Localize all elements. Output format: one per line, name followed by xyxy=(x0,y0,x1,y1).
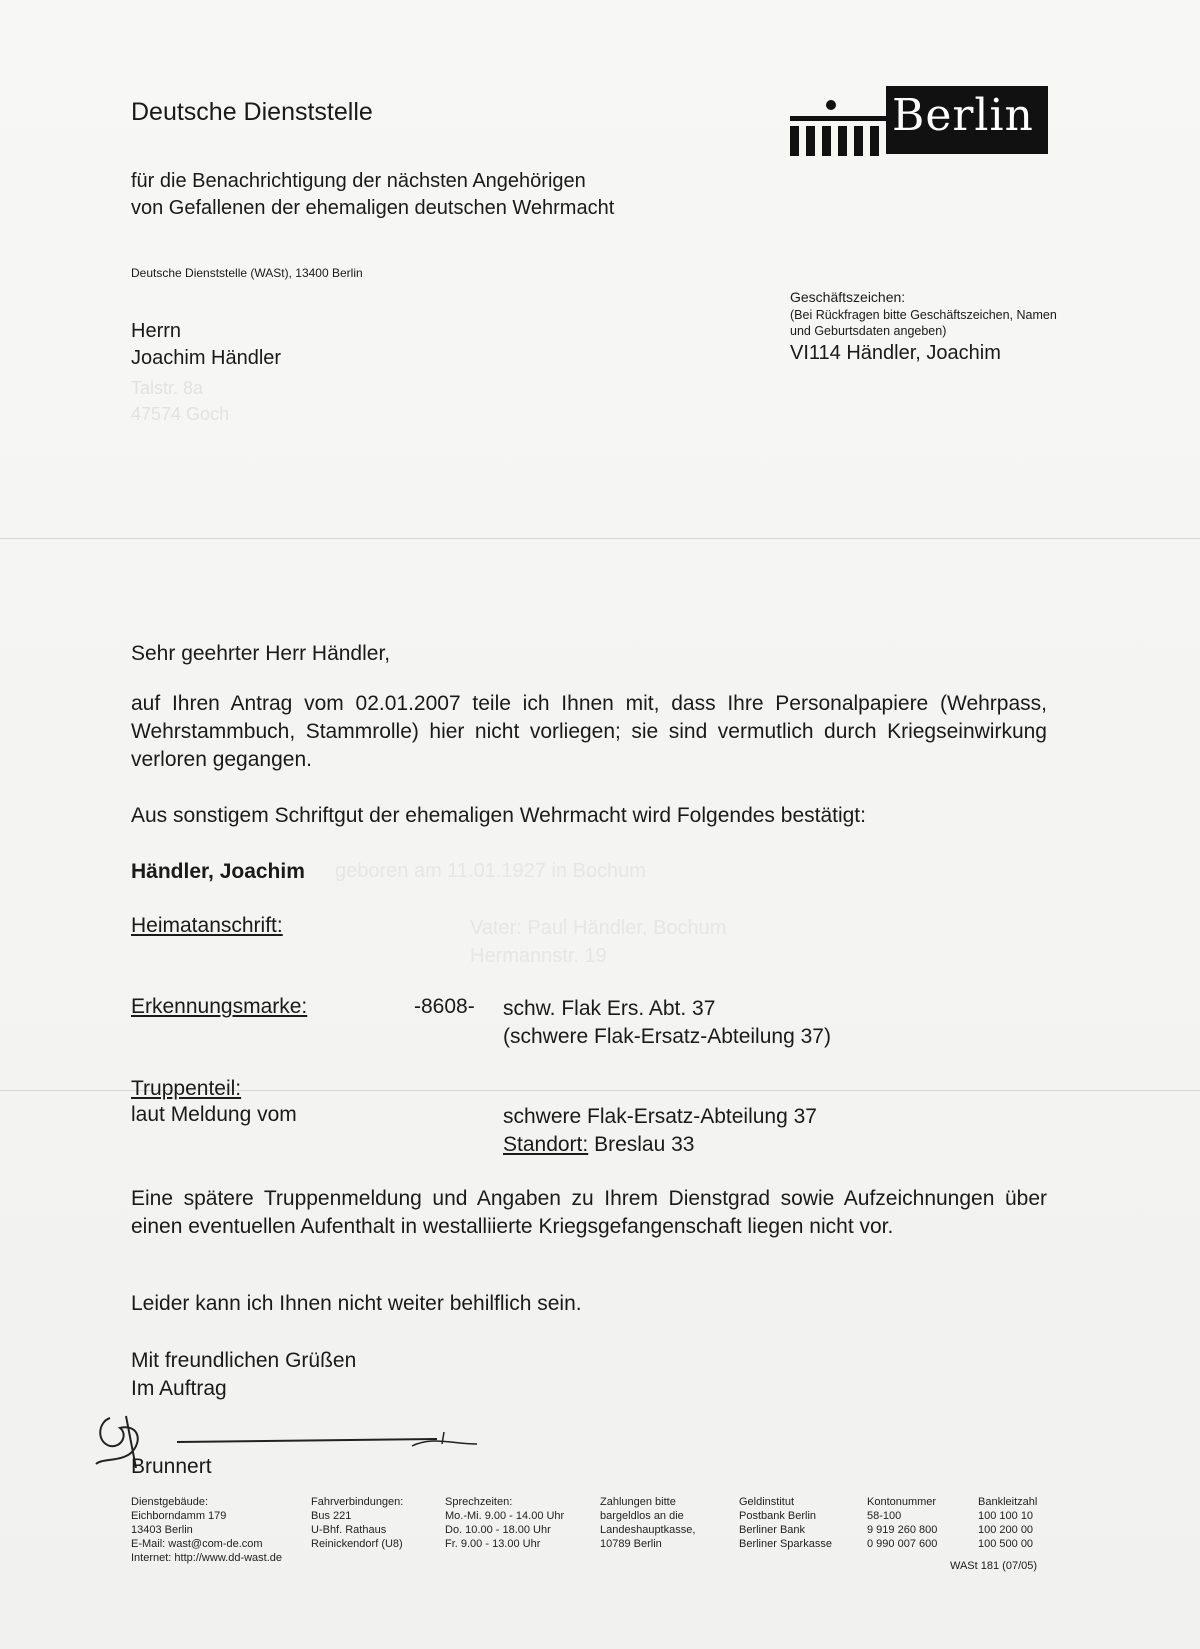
reference-label: Geschäftszeichen: xyxy=(790,289,906,305)
closing-line1: Mit freundlichen Grüßen xyxy=(131,1349,357,1372)
erkennungsmarke-value: schw. Flak Ers. Abt. 37 (schwere Flak-Ersatz-Abteilung 37) xyxy=(503,997,831,1048)
header-subtitle-line2: von Gefallenen der ehemaligen deutschen Wehrmacht xyxy=(131,197,615,219)
standort-value: Breslau 33 xyxy=(594,1133,695,1156)
paragraph-1: auf Ihren Antrag vom 02.01.2007 teile ich Ihnen mit, dass Ihre Personalpapiere (Wehrpass, Wehrstammbuch, Stammrolle) hier nicht vorliegen; sie sind vermutlich durch Kriegseinwirkung verloren gegangen. xyxy=(131,692,1047,771)
paragraph-2: Aus sonstigem Schriftgut der ehemaligen Wehrmacht wird Folgendes bestätigt: xyxy=(131,804,866,827)
subject-name: Händler, Joachim xyxy=(131,860,305,883)
berlin-logo-text: Berlin xyxy=(892,90,1034,141)
footer-bank: Geldinstitut Postbank Berlin Berliner Bank Berliner Sparkasse xyxy=(739,1496,832,1550)
truppenteil-label: Truppenteil: xyxy=(131,1077,242,1100)
footer-account: Kontonummer 58-100 9 919 260 800 0 990 007 600 xyxy=(867,1496,938,1550)
footer-blz: Bankleitzahl 100 100 10 100 200 00 100 500 00 xyxy=(978,1496,1038,1550)
erkennungsmarke-number: -8608- xyxy=(414,995,475,1018)
standort-label: Standort: xyxy=(503,1133,589,1156)
recipient-city: 47574 Goch xyxy=(131,404,230,424)
recipient-salutation: Herrn xyxy=(131,320,182,342)
footer-payment: Zahlungen bitte bargeldlos an die Landeshauptkasse, 10789 Berlin xyxy=(600,1496,696,1550)
closing-line2: Im Auftrag xyxy=(131,1377,227,1400)
footer-address: Dienstgebäude: Eichborndamm 179 13403 Berlin E-Mail: wast@com-de.com Internet: http://www.dd-wast.de xyxy=(131,1496,283,1564)
heimat-label: Heimatanschrift: xyxy=(131,914,283,937)
footer-hours: Sprechzeiten: Mo.-Mi. 9.00 - 14.00 Uhr Do. 10.00 - 18.00 Uhr Fr. 9.00 - 13.00 Uhr xyxy=(445,1496,565,1550)
footer-transport: Fahrverbindungen: Bus 221 U-Bhf. Rathaus Reinickendorf (U8) xyxy=(311,1496,404,1550)
berlin-logo xyxy=(790,86,1048,174)
recipient-block xyxy=(131,318,281,372)
fold-line xyxy=(0,538,1200,539)
header-subtitle-line1: für die Benachrichtigung der nächsten Angehörigen xyxy=(131,170,586,192)
header-title: Deutsche Dienststelle xyxy=(131,98,373,126)
paragraph-4: Leider kann ich Ihnen nicht weiter behilflich sein. xyxy=(131,1292,582,1315)
form-number: WASt 181 (07/05) xyxy=(950,1560,1038,1572)
paragraph-3: Eine spätere Truppenmeldung und Angaben zu Ihrem Dienstgrad sowie Aufzeichnungen über einen eventuellen Aufenthalt in westalliierte Kriegsgefangenschaft liegen nicht vor. xyxy=(131,1187,1047,1238)
sender-line: Deutsche Dienststelle (WASt), 13400 Berlin xyxy=(131,266,363,280)
greeting: Sehr geehrter Herr Händler, xyxy=(131,642,391,665)
truppenteil-value: schwere Flak-Ersatz-Abteilung 37 Standort: Breslau 33 xyxy=(503,1105,817,1156)
reference-value: VI114 Händler, Joachim xyxy=(790,342,1001,364)
recipient-name: Joachim Händler xyxy=(131,347,282,369)
header-subtitle xyxy=(131,168,781,222)
recipient-address xyxy=(131,375,229,427)
subject-birth: geboren am 11.01.1927 in Bochum xyxy=(335,860,646,882)
signer-name: Brunnert xyxy=(131,1455,212,1478)
heimat-value: Vater: Paul Händler, Bochum Hermannstr. 19 xyxy=(470,917,727,967)
erkennungsmarke-label: Erkennungsmarke: xyxy=(131,995,308,1018)
truppenteil-sub: laut Meldung vom xyxy=(131,1103,297,1126)
closing xyxy=(131,1347,356,1403)
recipient-street: Talstr. 8a xyxy=(131,378,204,398)
reference-note: (Bei Rückfragen bitte Geschäftszeichen, Namen und Geburtsdaten angeben) xyxy=(790,308,1057,338)
